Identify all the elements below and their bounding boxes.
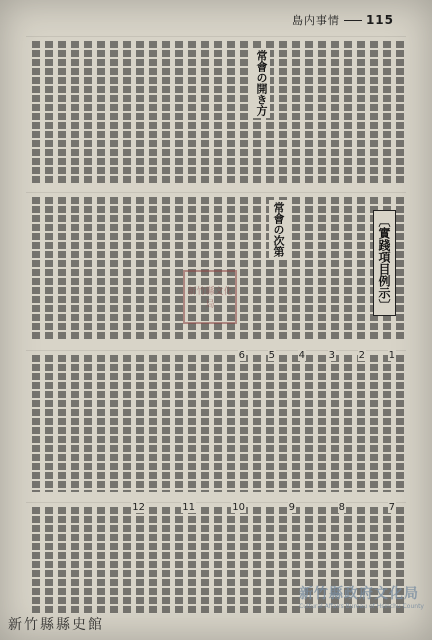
item-number: 2 (358, 350, 365, 361)
bureau-watermark-subtitle: Cultural Affairs Bureau of Hsinchu County (299, 603, 424, 610)
item-number: 12 (132, 502, 145, 513)
heading-how-to-hold-meeting: 常會の開き方 (252, 48, 270, 118)
header-rule (344, 20, 362, 21)
text-band-1 (26, 36, 406, 187)
bureau-watermark-title: 新竹縣政府文化局 (299, 586, 420, 602)
text-band-3 (26, 350, 406, 496)
bureau-watermark (299, 583, 424, 610)
item-number: 7 (388, 502, 395, 513)
item-number: 1 (388, 350, 395, 361)
running-header (292, 12, 394, 28)
archive-watermark: 新竹縣縣史館 (8, 617, 104, 633)
item-number: 3 (328, 350, 335, 361)
item-number: 6 (238, 350, 245, 361)
page-number: 115 (365, 13, 394, 27)
library-stamp: 新竹縣文化局 (183, 270, 237, 324)
item-number: 9 (288, 502, 295, 513)
heading-meeting-order: 常會の次第 (269, 200, 287, 259)
header-section: 島内事情 (291, 14, 340, 27)
item-number: 10 (232, 502, 245, 513)
text-lines (26, 351, 406, 496)
item-number: 5 (268, 350, 275, 361)
item-number: 8 (338, 502, 345, 513)
item-number: 11 (182, 502, 195, 513)
text-lines (26, 37, 406, 187)
heading-practice-examples: 〔實踐項目例示〕 (373, 210, 396, 316)
item-number: 4 (298, 350, 305, 361)
